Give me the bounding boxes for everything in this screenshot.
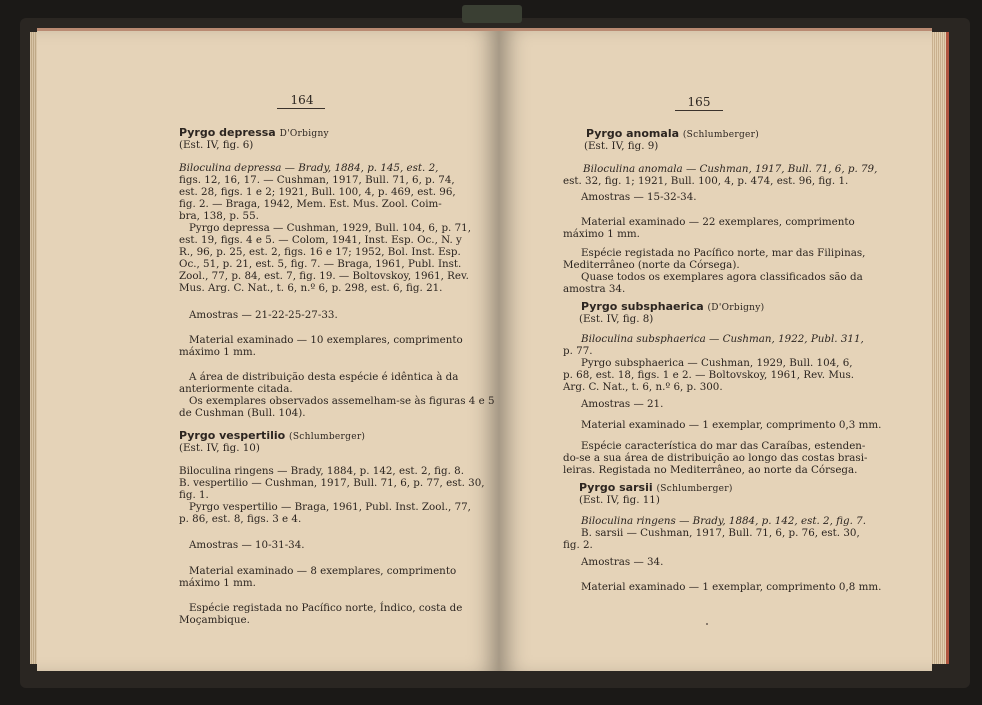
- page-number: 164: [290, 93, 314, 107]
- distribution-line: Espécie registada no Pacífico norte, Índico, costa de: [189, 602, 463, 614]
- distribution-line: Os exemplares observados assemelham-se às figuras 4 e 5: [189, 395, 495, 407]
- material-line: Material examinado — 10 exemplares, comprimento: [189, 334, 463, 346]
- synonymy-line: est. 19, figs. 4 e 5. — Colom, 1941, Inst. Esp. Oc., N. y: [179, 234, 462, 246]
- distribution-line: de Cushman (Bull. 104).: [179, 407, 306, 419]
- page-number: 165: [687, 95, 711, 109]
- samples-line: Amostras — 21.: [581, 398, 664, 410]
- samples-line: Amostras — 10-31-34.: [189, 539, 305, 551]
- synonymy-line: p. 68, est. 18, figs. 1 e 2. — Boltovskoy, 1961, Rev. Mus.: [563, 369, 855, 381]
- species-name: Pyrgo depressa: [179, 126, 276, 139]
- synonymy-line: B. vespertilio — Cushman, 1917, Bull. 71, 6, p. 77, est. 30,: [179, 477, 485, 489]
- synonymy-line: Zool., 77, p. 84, est. 7, fig. 19. — Boltovskoy, 1961, Rev.: [179, 270, 469, 282]
- ink-speck: [706, 623, 708, 625]
- material-line: Material examinado — 8 exemplares, comprimento: [189, 565, 457, 577]
- material-line: Material examinado — 22 exemplares, comprimento: [581, 216, 855, 228]
- samples-line: Amostras — 21-22-25-27-33.: [189, 309, 338, 321]
- distribution-line: Quase todos os exemplares agora classificados são da: [581, 271, 863, 283]
- distribution-line: Moçambique.: [179, 614, 250, 626]
- synonymy-line: bra, 138, p. 55.: [179, 210, 259, 222]
- synonymy-line: Biloculina anomala — Cushman, 1917, Bull. 71, 6, p. 79,: [583, 163, 878, 175]
- page-number-rule: [675, 110, 723, 111]
- synonymy-line: figs. 12, 16, 17. — Cushman, 1917, Bull. 71, 6, p. 74,: [179, 174, 455, 186]
- distribution-line: Espécie registada no Pacífico norte, mar das Filipinas,: [581, 247, 866, 259]
- material-line: máximo 1 mm.: [179, 346, 256, 358]
- synonymy-line: Oc., 51, p. 21, est. 5, fig. 7. — Braga, 1961, Publ. Inst.: [179, 258, 462, 270]
- synonymy-line: B. sarsii — Cushman, 1917, Bull. 71, 6, p. 76, est. 30,: [581, 527, 860, 539]
- distribution-line: anteriormente citada.: [179, 383, 293, 395]
- species-author: (Schlumberger): [656, 484, 733, 494]
- synonymy-line: est. 32, fig. 1; 1921, Bull. 100, 4, p. 474, est. 96, fig. 1.: [563, 175, 849, 187]
- figure-reference: (Est. IV, fig. 10): [179, 442, 260, 454]
- synonymy-line: Biloculina ringens — Brady, 1884, p. 142, est. 2, fig. 7.: [581, 515, 866, 527]
- species-name: Pyrgo subsphaerica: [581, 300, 704, 313]
- synonymy-line: fig. 2. — Braga, 1942, Mem. Est. Mus. Zool. Coim-: [179, 198, 442, 210]
- synonymy-line: Pyrgo vespertilio — Braga, 1961, Publ. Inst. Zool., 77,: [189, 501, 471, 513]
- distribution-line: Espécie característica do mar das Caraíbas, estenden-: [581, 440, 866, 452]
- synonymy-line: fig. 2.: [563, 539, 593, 551]
- synonymy-line: Mus. Arg. C. Nat., t. 6, n.º 6, p. 298, est. 6, fig. 21.: [179, 282, 443, 294]
- synonymy-line: Biloculina ringens — Brady, 1884, p. 142, est. 2, fig. 8.: [179, 465, 464, 477]
- page-number-rule: [277, 108, 325, 109]
- synonymy-line: Pyrgo subsphaerica — Cushman, 1929, Bull. 104, 6,: [581, 357, 853, 369]
- figure-reference: (Est. IV, fig. 8): [579, 313, 654, 325]
- material-line: máximo 1 mm.: [563, 228, 640, 240]
- species-name: Pyrgo sarsii: [579, 481, 653, 494]
- distribution-line: Mediterrâneo (norte da Córsega).: [563, 259, 740, 271]
- synonymy-line: Pyrgo depressa — Cushman, 1929, Bull. 104, 6, p. 71,: [189, 222, 471, 234]
- material-line: Material examinado — 1 exemplar, comprimento 0,3 mm.: [581, 419, 882, 431]
- species-author: (D'Orbigny): [707, 303, 765, 313]
- synonymy-line: Biloculina subsphaerica — Cushman, 1922, Publ. 311,: [581, 333, 864, 345]
- species-name: Pyrgo vespertilio: [179, 429, 286, 442]
- species-author: (Schlumberger): [289, 432, 366, 442]
- right-page-edges: [930, 32, 949, 664]
- distribution-line: do-se a sua área de distribuição ao longo das costas brasi-: [563, 452, 868, 464]
- synonymy-line: Biloculina depressa — Brady, 1884, p. 145, est. 2,: [179, 162, 439, 174]
- species-author: D'Orbigny: [279, 129, 329, 139]
- synonymy-line: p. 77.: [563, 345, 593, 357]
- figure-reference: (Est. IV, fig. 9): [584, 140, 659, 152]
- samples-line: Amostras — 15-32-34.: [581, 191, 697, 203]
- figure-reference: (Est. IV, fig. 6): [179, 139, 254, 151]
- synonymy-line: Arg. C. Nat., t. 6, n.º 6, p. 300.: [563, 381, 723, 393]
- figure-reference: (Est. IV, fig. 11): [579, 494, 660, 506]
- synonymy-line: p. 86, est. 8, figs. 3 e 4.: [179, 513, 302, 525]
- distribution-line: leiras. Registada no Mediterrâneo, ao norte da Córsega.: [563, 464, 858, 476]
- material-line: máximo 1 mm.: [179, 577, 256, 589]
- synonymy-line: est. 28, figs. 1 e 2; 1921, Bull. 100, 4, p. 469, est. 96,: [179, 186, 456, 198]
- material-line: Material examinado — 1 exemplar, comprimento 0,8 mm.: [581, 581, 882, 593]
- left-page: [37, 28, 499, 671]
- synonymy-line: fig. 1.: [179, 489, 209, 501]
- book-spine: [462, 5, 522, 23]
- distribution-line: amostra 34.: [563, 283, 626, 295]
- samples-line: Amostras — 34.: [581, 556, 664, 568]
- right-page: [499, 28, 932, 671]
- species-author: (Schlumberger): [682, 130, 760, 140]
- distribution-line: A área de distribuição desta espécie é idêntica à da: [189, 371, 459, 383]
- synonymy-line: R., 96, p. 25, est. 2, figs. 16 e 17; 1952, Bol. Inst. Esp.: [179, 246, 461, 258]
- species-name: Pyrgo anomala: [586, 127, 680, 140]
